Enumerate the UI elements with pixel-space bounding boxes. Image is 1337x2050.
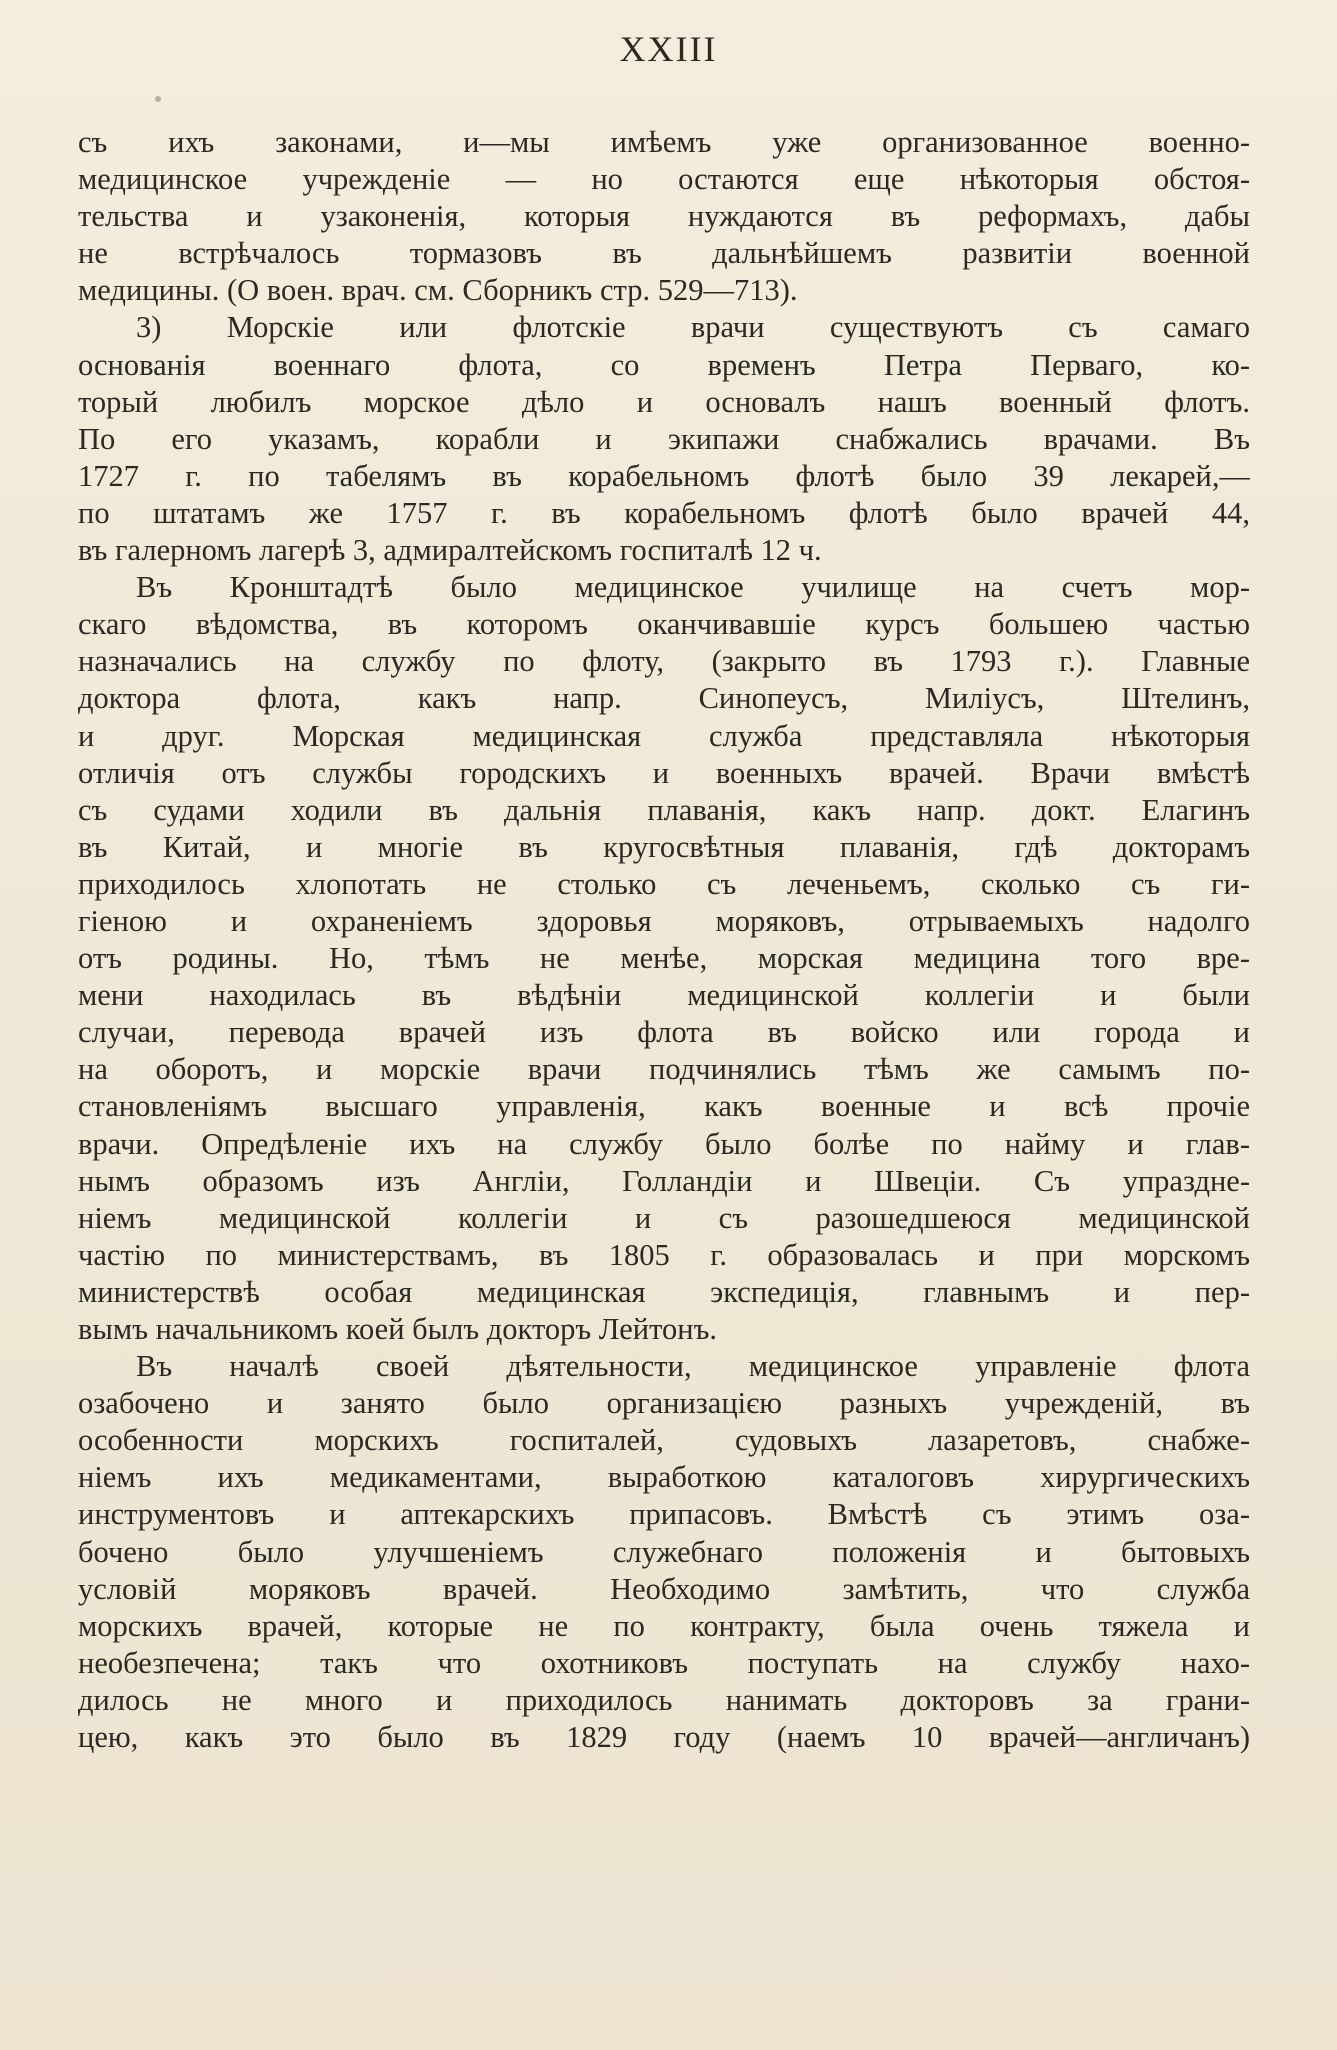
text-line: торый любилъ морское дѣло и основалъ нашъ военный флотъ. — [78, 384, 1250, 419]
text-line: 3) Морскіе или флотскіе врачи существуютъ съ самаго — [136, 310, 1250, 345]
text-line: съ судами ходили въ дальнія плаванія, какъ напр. докт. Елагинъ — [78, 792, 1250, 827]
text-line: бочено было улучшеніемъ служебнаго положенія и бытовыхъ — [78, 1534, 1250, 1569]
text-line: 1727 г. по табелямъ въ корабельномъ флотѣ было 39 лекарей,— — [78, 458, 1250, 493]
body-text — [78, 124, 1250, 1756]
text-line: гіеною и охраненіемъ здоровья моряковъ, отрываемыхъ надолго — [78, 903, 1250, 938]
text-line: становленіямъ высшаго управленія, какъ военные и всѣ прочіе — [78, 1089, 1250, 1124]
text-line: особенности морскихъ госпиталей, судовыхъ лазаретовъ, снабже- — [78, 1423, 1250, 1458]
text-line: мени находилась въ вѣдѣніи медицинской коллегіи и были — [78, 978, 1250, 1013]
text-line: частію по министерствамъ, въ 1805 г. образовалась и при морскомъ — [78, 1237, 1250, 1272]
text-line: въ галерномъ лагерѣ 3, адмиралтейскомъ госпиталѣ 12 ч. — [78, 533, 822, 568]
text-line: медицинское учрежденіе — но остаются еще нѣкоторыя обстоя- — [78, 162, 1250, 197]
text-line: назначались на службу по флоту, (закрыто въ 1793 г.). Главные — [78, 644, 1250, 679]
text-line: необезпечена; такъ что охотниковъ поступать на службу нахо- — [78, 1645, 1250, 1680]
text-line: морскихъ врачей, которые не по контракту, была очень тяжела и — [78, 1608, 1250, 1643]
text-line: скаго вѣдомства, въ которомъ оканчивавшіе курсъ большею частью — [78, 607, 1250, 642]
text-line: въ Китай, и многіе въ кругосвѣтныя плаванія, гдѣ докторамъ — [78, 829, 1250, 864]
text-line: нымъ образомъ изъ Англіи, Голландіи и Швеціи. Съ упраздне- — [78, 1163, 1250, 1198]
text-line: основанія военнаго флота, со временъ Петра Перваго, ко- — [78, 347, 1250, 382]
text-line: Въ началѣ своей дѣятельности, медицинское управленіе флота — [136, 1349, 1250, 1384]
text-line: на оборотъ, и морскіе врачи подчинялись тѣмъ же самымъ по- — [78, 1052, 1250, 1087]
text-line: министерствѣ особая медицинская экспедиція, главнымъ и пер- — [78, 1274, 1250, 1309]
text-line: не встрѣчалось тормазовъ въ дальнѣйшемъ развитіи военной — [78, 236, 1250, 271]
text-line: По его указамъ, корабли и экипажи снабжались врачами. Въ — [78, 421, 1250, 456]
text-line: врачи. Опредѣленіе ихъ на службу было болѣе по найму и глав- — [78, 1126, 1250, 1161]
text-line: отъ родины. Но, тѣмъ не менѣе, морская медицина того вре- — [78, 941, 1250, 976]
text-line: ніемъ медицинской коллегіи и съ разошедшеюся медицинской — [78, 1200, 1250, 1235]
page-number-header: XXIII — [619, 29, 718, 69]
text-line: и друг. Морская медицинская служба представляла нѣкоторыя — [78, 718, 1250, 753]
text-line: Въ Кронштадтѣ было медицинское училище на счетъ мор- — [136, 570, 1250, 605]
text-line: доктора флота, какъ напр. Синопеусъ, Миліусъ, Штелинъ, — [78, 681, 1250, 716]
text-line: условій моряковъ врачей. Необходимо замѣтить, что служба — [78, 1571, 1250, 1606]
text-line: инструментовъ и аптекарскихъ припасовъ. Вмѣстѣ съ этимъ оза- — [78, 1497, 1250, 1532]
text-line: цею, какъ это было въ 1829 году (наемъ 10 врачей—англичанъ) — [78, 1720, 1250, 1755]
text-line: медицины. (О воен. врач. см. Сборникъ стр. 529—713). — [78, 273, 798, 308]
text-line: дилось не много и приходилось нанимать докторовъ за грани- — [78, 1682, 1250, 1717]
text-line: ніемъ ихъ медикаментами, выработкою каталоговъ хирургическихъ — [78, 1460, 1250, 1495]
text-line: тельства и узаконенія, которыя нуждаются въ реформахъ, дабы — [78, 199, 1250, 234]
text-line: озабочено и занято было организацією разныхъ учрежденій, въ — [78, 1386, 1250, 1421]
text-line: случаи, перевода врачей изъ флота въ войско или города и — [78, 1015, 1250, 1050]
text-line: вымъ начальникомъ коей былъ докторъ Лейтонъ. — [78, 1312, 718, 1346]
text-line: отличія отъ службы городскихъ и военныхъ врачей. Врачи вмѣстѣ — [78, 755, 1250, 790]
text-line: по штатамъ же 1757 г. въ корабельномъ флотѣ было врачей 44, — [78, 495, 1250, 530]
text-line: приходилось хлопотать не столько съ леченьемъ, сколько съ ги- — [78, 866, 1250, 901]
paper-speck — [155, 96, 161, 102]
text-line: съ ихъ законами, и—мы имѣемъ уже организованное военно- — [78, 125, 1250, 159]
